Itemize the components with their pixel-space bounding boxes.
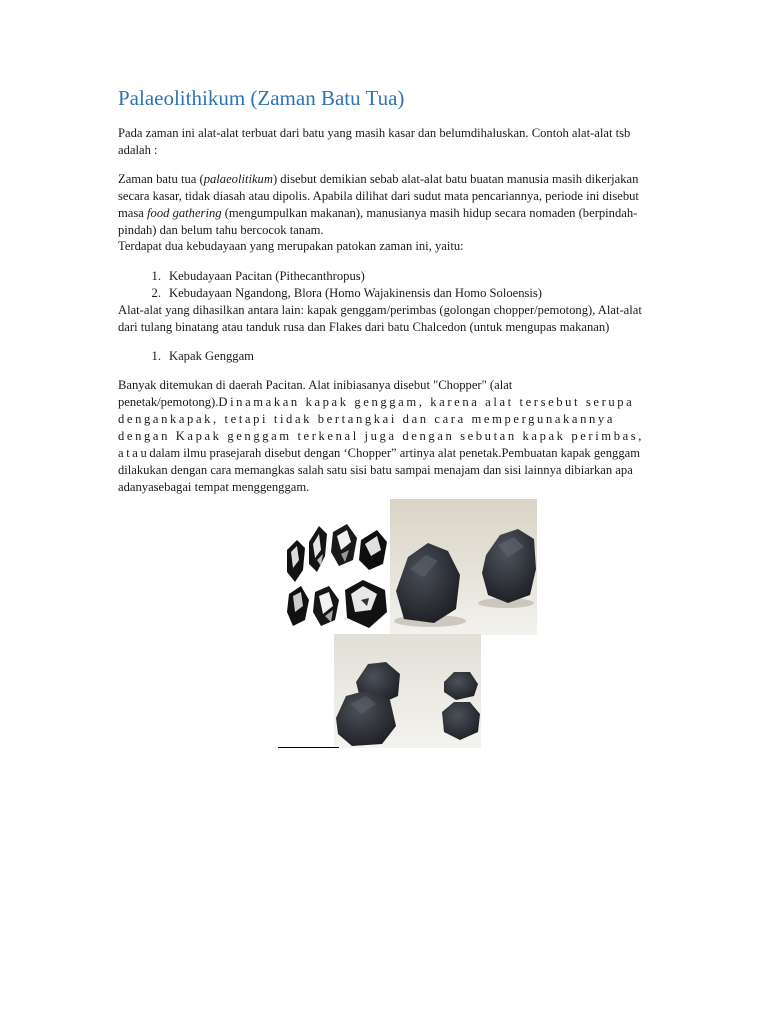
list-item <box>118 348 254 365</box>
paragraph-emphasis: palaeolitikum <box>203 172 273 186</box>
paragraph-emphasis: food gathering <box>147 206 222 220</box>
tools-paragraph: Alat-alat yang dihasilkan antara lain: kapak genggam/perimbas (golongan chopper/pemotong), Alat-alat dari tulang binatang atau tanduk rusa dan Flakes dari batu Chalcedon (untuk mengupas makanan) <box>118 303 642 334</box>
paragraph-text: Banyak ditemukan di daerah Pacitan. Alat inibiasanya disebut "Chopper" (alat penetak/pemotong). <box>118 378 513 409</box>
paragraph-text: (mengumpulkan makanan), manusianya masih hidup secara nomaden (berpindah-pindah) dan belum tahu bercocok tanam. <box>118 206 638 237</box>
culture-intro-paragraph: Terdapat dua kebudayaan yang merupakan patokan zaman ini, yaitu: <box>118 239 464 253</box>
two-stone-choppers-photo <box>390 499 537 635</box>
list-number: 1. <box>151 349 161 363</box>
zaman-batu-tua-paragraph <box>118 171 658 239</box>
list-item <box>118 268 542 285</box>
stone-tool-sketches-image <box>283 520 389 632</box>
subsection-heading: Kapak Genggam <box>169 349 254 363</box>
paragraph-text: ) disebut demikian sebab alat-alat batu buatan manusia masih dikerjakan secara kasar, tidak diasah atau dipolis. Apabila dilihat dari sudut mata pencariannya, periode ini disebut masa <box>118 172 639 220</box>
paragraph-text: dalam ilmu prasejarah disebut dengan ‘Chopper” artinya alat penetak.Pembuatan kapak genggam dilakukan dengan cara memangkas salah satu sisi batu sampai menajam dan sisi lainnya dibiarkan apa adanyasebagai tempat menggenggam. <box>118 446 641 494</box>
list-item-text: Kebudayaan Ngandong, Blora (Homo Wajakinensis dan Homo Soloensis) <box>169 286 543 300</box>
paragraph-text-spaced: Dinamakan kapak genggam, karena alat tersebut serupa dengankapak, tetapi tidak bertangkai dan cara mempergunakannya dengan Kapak genggam terkenal juga dengan sebutan kapak perimbas, atau <box>118 395 645 460</box>
list-number: 1. <box>151 269 161 283</box>
intro-paragraph: Pada zaman ini alat-alat terbuat dari batu yang masih kasar dan belumdihaluskan. Contoh alat-alat tsb adalah : <box>118 126 631 157</box>
horizontal-rule <box>278 747 339 748</box>
subsection-list <box>118 348 254 365</box>
list-number: 2. <box>151 286 161 300</box>
paragraph-text: Zaman batu tua ( <box>118 172 204 186</box>
four-stone-choppers-photo <box>334 634 481 748</box>
list-item-text: Kebudayaan Pacitan (Pithecanthropus) <box>169 269 365 283</box>
kapak-genggam-paragraph <box>118 377 658 496</box>
list-item <box>118 285 542 302</box>
page-title: Palaeolithikum (Zaman Batu Tua) <box>118 86 405 110</box>
culture-list <box>118 268 542 302</box>
